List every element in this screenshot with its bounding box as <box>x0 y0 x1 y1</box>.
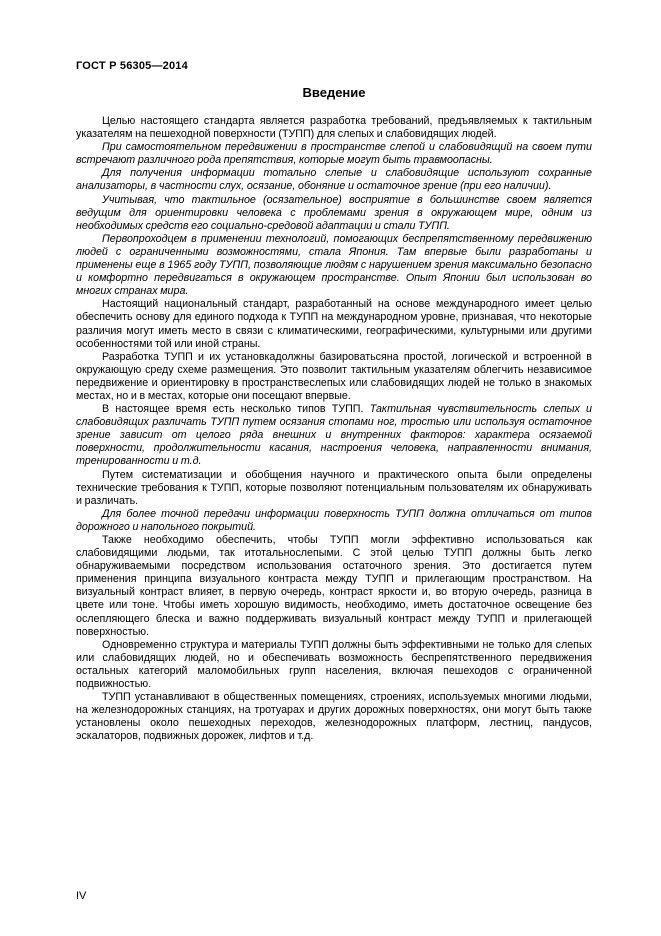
paragraph: Для более точной передачи информации поверхность ТУПП должна отличаться от типов дорожного и напольного покрытий. <box>76 507 592 533</box>
introduction-body <box>76 115 592 744</box>
page-title: Введение <box>302 85 366 100</box>
paragraph: Учитывая, что тактильное (осязательное) восприятие в большинстве своем является ведущим для ориентировки человека с проблемами зрения в окружающем мире, одним из необходимых средств его социально-средовой адаптации и стали ТУПП. <box>76 193 592 232</box>
paragraph <box>76 403 592 468</box>
paragraph: ТУПП устанавливают в общественных помещениях, строениях, используемых многими людьми, на железнодорожных станциях, на тротуарах и других дорожных поверхностях, они могут быть также установлены около пешеходных переходов, железнодорожных платформ, лестниц, пандусов, эскалаторов, подвижных дорожек, лифтов и т.д. <box>76 691 592 743</box>
paragraph-lead: В настоящее время есть несколько типов ТУПП. <box>102 403 364 416</box>
paragraph: Разработка ТУПП и их установкадолжны базироватьсяна простой, логической и встроенной в окружающую среду схеме размещения. Это позволит тактильным указателям облегчить независимое передвижение и ориентировку в пространствеслепых или слабовидящих людей не только в знакомых местах, но и в местах, которые они посещают впервые. <box>76 350 592 402</box>
paragraph: Путем систематизации и обобщения научного и практического опыта были определены технические требования к ТУПП, которые позволяют потенциальным пользователям их обнаруживать и различать. <box>76 468 592 507</box>
paragraph: Также необходимо обеспечить, чтобы ТУПП могли эффективно использоваться как слабовидящими людьми, так итотальнослепыми. С этой целью ТУПП должны быть легко обнаруживаемыми посредством использования остаточного зрения. Это достигается путем применения принципа визуального контраста между ТУПП и прилегающим пространством. На визуальный контраст влияет, в первую очередь, контраст яркости и, во вторую очередь, разница в цвете или тоне. Чтобы иметь хорошую видимость, необходимо, иметь достаточное освещение без ослепляющего блеска и важно поддерживать визуальный контраст между ТУПП и прилегающей поверхностью. <box>76 534 592 638</box>
paragraph: Первопроходцем в применении технологий, помогающих беспрепятственному передвижению людей с ограниченными возможностями, стала Япония. Там впервые были разработаны и применены еще в 1965 году ТУПП, позволяющие людям с нарушением зрения максимально безопасно и комфортно передвигаться в окружающем пространстве. Опыт Японии был использован во многих странах мира. <box>76 232 592 298</box>
standard-designation: ГОСТ Р 56305—2014 <box>76 60 188 72</box>
paragraph: Для получения информации тотально слепые и слабовидящие используют сохранные анализаторы, в частности слух, осязание, обоняние и остаточное зрение (при его наличии). <box>76 167 592 193</box>
paragraph-italic-part: Тактильная чувствительность слепых и слабовидящих различать ТУПП путем осязания стопами ног, тростью или используя остаточное зрение зависит от целого ряда внешних и внутренних факторов: характера осязаемой поверхности, продолжительности касания, настроения человека, направленности внимания, тренированности и т.д. <box>76 403 593 468</box>
page-number: IV <box>76 890 87 902</box>
paragraph: Одновременно структура и материалы ТУПП должны быть эффективными не только для слепых или слабовидящих людей, но и обеспечивать возможность беспрепятственного передвижения остальных категорий маломобильных групп населения, включая пешеходов с ограниченной подвижностью. <box>76 638 592 691</box>
paragraph: При самостоятельном передвижении в пространстве слепой и слабовидящий на своем пути встречают различного рода препятствия, которые могут быть травмоопасны. <box>76 141 592 167</box>
paragraph: Настоящий национальный стандарт, разработанный на основе международного имеет целью обеспечить основу для единого подхода к ТУПП на международном уровне, признавая, что некоторые различия могут иметь место в связи с климатическими, географическими, культурными или другими особенностями той или иной страны. <box>76 298 592 350</box>
paragraph: Целью настоящего стандарта является разработка требований, предъявляемых к тактильным указателям на пешеходной поверхности (ТУПП) для слепых и слабовидящих людей. <box>76 115 592 141</box>
document-content <box>76 60 592 744</box>
